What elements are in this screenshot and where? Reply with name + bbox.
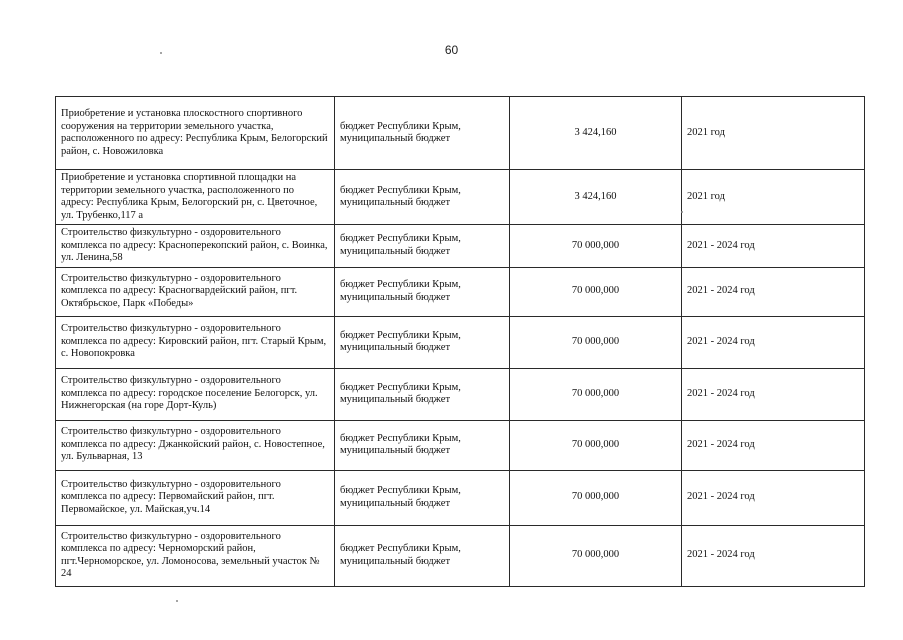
row-period-cell: 2021 - 2024 год (682, 525, 865, 586)
row-source-cell: бюджет Республики Крым, муниципальный бюджет (335, 525, 510, 586)
row-period-cell: 2021 - 2024 год (682, 225, 865, 268)
page-number: 60 (444, 43, 459, 57)
row-amount-cell: 3 424,160 (510, 97, 682, 170)
table-row (56, 470, 865, 525)
funding-table (55, 96, 865, 587)
row-period-cell: 2021 - 2024 год (682, 267, 865, 316)
row-period-cell: 2021 - 2024 год (682, 420, 865, 470)
row-name-cell: Приобретение и установка спортивной площадки на территории земельного участка, расположенного по адресу: Республика Крым, Белогорский рн, с. Цветочное, ул. Трубенко,117 а (56, 170, 335, 225)
row-amount-cell: 70 000,000 (510, 420, 682, 470)
table-row (56, 525, 865, 586)
row-amount-cell: 70 000,000 (510, 470, 682, 525)
scan-speck (681, 211, 683, 213)
table-row (56, 225, 865, 268)
row-source-cell: бюджет Республики Крым, муниципальный бюджет (335, 170, 510, 225)
row-period-cell: 2021 год (682, 170, 865, 225)
row-amount-cell: 70 000,000 (510, 267, 682, 316)
row-name-cell: Приобретение и установка плоскостного спортивного сооружения на территории земельного участка, расположенного по адресу: Республика Крым, Белогорский район, с. Новожиловка (56, 97, 335, 170)
row-source-cell: бюджет Республики Крым, муниципальный бюджет (335, 267, 510, 316)
scan-speck (160, 52, 162, 54)
table-row (56, 368, 865, 420)
row-name-cell: Строительство физкультурно - оздоровительного комплекса по адресу: городское поселение Белогорск, ул. Нижнегорская (на горе Дорт-Куль) (56, 368, 335, 420)
row-source-cell: бюджет Республики Крым, муниципальный бюджет (335, 316, 510, 368)
row-name-cell: Строительство физкультурно - оздоровительного комплекса по адресу: Красноперекопский район, с. Воинка, ул. Ленина,58 (56, 225, 335, 268)
row-source-cell: бюджет Республики Крым, муниципальный бюджет (335, 97, 510, 170)
row-amount-cell: 70 000,000 (510, 525, 682, 586)
row-amount-cell: 3 424,160 (510, 170, 682, 225)
row-period-cell: 2021 год (682, 97, 865, 170)
table-row (56, 170, 865, 225)
row-amount-cell: 70 000,000 (510, 225, 682, 268)
row-amount-cell: 70 000,000 (510, 368, 682, 420)
row-name-cell: Строительство физкультурно - оздоровительного комплекса по адресу: Джанкойский район, с. Новостепное, ул. Бульварная, 13 (56, 420, 335, 470)
row-period-cell: 2021 - 2024 год (682, 470, 865, 525)
row-name-cell: Строительство физкультурно - оздоровительного комплекса по адресу: Первомайский район, пгт. Первомайское, ул. Майская,уч.14 (56, 470, 335, 525)
row-name-cell: Строительство физкультурно - оздоровительного комплекса по адресу: Красногвардейский район, пгт. Октябрьское, Парк «Победы» (56, 267, 335, 316)
row-name-cell: Строительство физкультурно - оздоровительного комплекса по адресу: Черноморский район, пгт.Черноморское, ул. Ломоносова, земельный участок № 24 (56, 525, 335, 586)
table-row (56, 316, 865, 368)
row-period-cell: 2021 - 2024 год (682, 368, 865, 420)
table-row (56, 267, 865, 316)
table-row (56, 420, 865, 470)
table-row (56, 97, 865, 170)
row-name-cell: Строительство физкультурно - оздоровительного комплекса по адресу: Кировский район, пгт. Старый Крым, с. Новопокровка (56, 316, 335, 368)
row-source-cell: бюджет Республики Крым, муниципальный бюджет (335, 420, 510, 470)
row-amount-cell: 70 000,000 (510, 316, 682, 368)
row-source-cell: бюджет Республики Крым, муниципальный бюджет (335, 470, 510, 525)
row-period-cell: 2021 - 2024 год (682, 316, 865, 368)
row-source-cell: бюджет Республики Крым, муниципальный бюджет (335, 368, 510, 420)
row-source-cell: бюджет Республики Крым, муниципальный бюджет (335, 225, 510, 268)
scan-speck (176, 600, 178, 602)
